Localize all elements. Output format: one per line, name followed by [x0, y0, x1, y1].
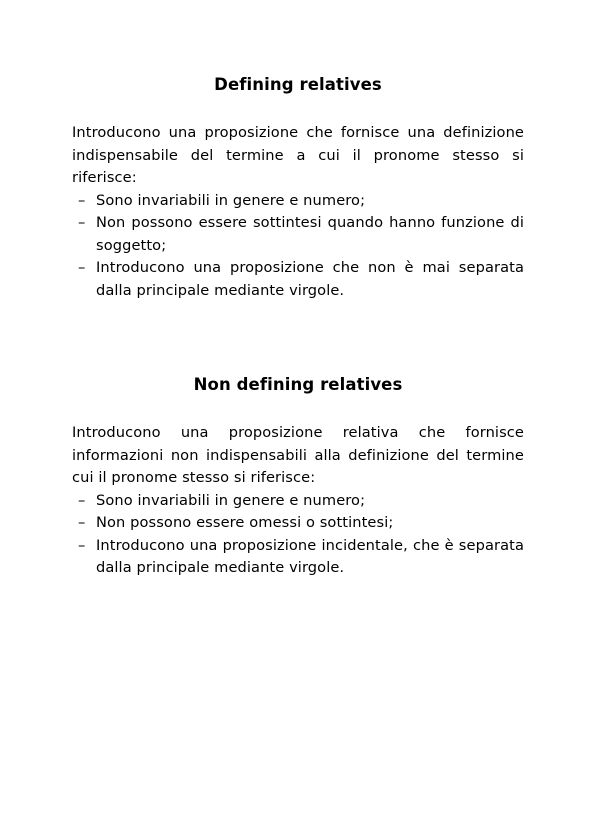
section-defining-relatives — [72, 74, 524, 302]
list-item — [72, 257, 524, 302]
dash-bullet-icon: – — [78, 491, 86, 509]
dash-bullet-icon: – — [78, 214, 86, 231]
bullet-list — [72, 190, 524, 303]
dash-bullet-icon: – — [78, 536, 86, 554]
list-item — [72, 212, 524, 257]
section-heading: Non defining relatives — [193, 375, 403, 394]
section-heading: Defining relatives — [214, 75, 382, 94]
list-item — [72, 512, 524, 535]
list-item-text: Introducono una proposizione incidentale, che è separata dalla principale mediante virgole. — [96, 536, 524, 576]
list-item-text: Sono invariabili in genere e numero; — [96, 191, 366, 209]
section-non-defining-relatives — [72, 374, 524, 580]
bullet-list — [72, 490, 524, 580]
list-item-text: Non possono essere omessi o sottintesi; — [96, 514, 394, 531]
list-item — [72, 490, 524, 513]
list-item — [72, 535, 524, 580]
list-item-text: Sono invariabili in genere e numero; — [96, 491, 366, 509]
section-intro: Introducono una proposizione che fornisce una definizione indispensabile del termine a cui il pronome stesso si riferisce: — [72, 124, 524, 186]
dash-bullet-icon: – — [78, 514, 86, 531]
list-item-text: Introducono una proposizione che non è mai separata dalla principale mediante virgole. — [96, 259, 524, 299]
list-item-text: Non possono essere sottintesi quando hanno funzione di soggetto; — [96, 214, 524, 254]
section-intro: Introducono una proposizione relativa che fornisce informazioni non indispensabili alla definizione del termine cui il pronome stesso si riferisce: — [72, 424, 524, 486]
dash-bullet-icon: – — [78, 259, 86, 276]
list-item — [72, 190, 524, 213]
dash-bullet-icon: – — [78, 191, 86, 209]
